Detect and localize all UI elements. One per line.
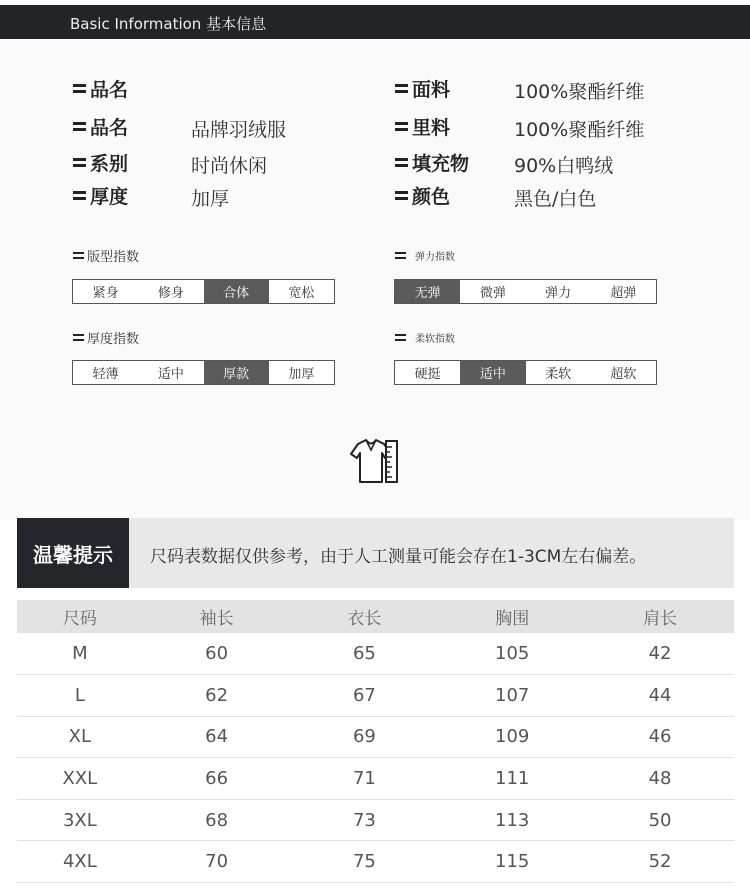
notice-text: 尺码表数据仅供参考，由于人工测量可能会存在1-3CM左右偏差。 <box>150 547 647 567</box>
info-label: 里料 <box>412 116 451 139</box>
column-header: 尺码 <box>17 600 143 633</box>
table-cell: 65 <box>291 633 439 675</box>
column-header: 胸围 <box>438 600 586 633</box>
softness-option: 适中 <box>460 361 525 384</box>
table-cell: L <box>17 675 143 717</box>
table-cell: 48 <box>586 758 734 800</box>
table-row <box>17 758 734 800</box>
table-cell: 66 <box>143 758 291 800</box>
table-cell: 71 <box>291 758 439 800</box>
info-label: 品名 <box>90 116 129 139</box>
table-cell: 111 <box>438 758 586 800</box>
fit-index-title <box>73 246 139 265</box>
info-value: 100%聚酯纤维 <box>514 119 645 141</box>
equals-icon <box>73 251 84 260</box>
info-label: 颜色 <box>412 185 451 208</box>
table-row <box>17 716 734 758</box>
table-cell: 62 <box>143 675 291 717</box>
info-label: 填充物 <box>412 152 470 175</box>
equals-icon <box>73 190 86 201</box>
info-value: 时尚休闲 <box>191 155 268 177</box>
notice-label: 温馨提示 <box>17 518 129 588</box>
fit-option: 修身 <box>157 286 184 301</box>
table-cell: M <box>17 633 143 675</box>
equals-icon <box>73 83 86 94</box>
thickness-option: 加厚 <box>288 367 315 382</box>
info-label: 品名 <box>90 78 129 101</box>
info-item-fabric <box>395 74 450 102</box>
elasticity-index-title <box>395 248 455 263</box>
elasticity-option: 超弹 <box>610 286 637 301</box>
equals-icon <box>73 333 84 342</box>
info-label: 厚度 <box>90 185 129 208</box>
softness-option: 超软 <box>610 367 637 382</box>
equals-icon <box>395 121 408 132</box>
table-header-row <box>17 600 734 633</box>
info-value: 黑色/白色 <box>514 188 597 210</box>
info-label: 面料 <box>412 78 451 101</box>
table-cell: 107 <box>438 675 586 717</box>
table-cell: 4XL <box>17 841 143 883</box>
table-cell: 113 <box>438 799 586 841</box>
elasticity-option: 微弹 <box>479 286 506 301</box>
table-cell: 3XL <box>17 799 143 841</box>
elasticity-index-label: 弹力指数 <box>415 252 455 263</box>
info-label: 系别 <box>90 152 129 175</box>
info-item-name-2 <box>73 112 128 140</box>
table-cell: 67 <box>291 675 439 717</box>
info-value: 加厚 <box>191 188 230 210</box>
table-cell: 73 <box>291 799 439 841</box>
elasticity-option: 弹力 <box>545 286 572 301</box>
table-cell: 68 <box>143 799 291 841</box>
table-cell: 64 <box>143 716 291 758</box>
elasticity-option: 无弹 <box>395 280 460 303</box>
table-cell: 105 <box>438 633 586 675</box>
table-cell: 109 <box>438 716 586 758</box>
equals-icon <box>73 121 86 132</box>
header-bar <box>0 5 750 39</box>
softness-index-title <box>395 330 455 345</box>
thickness-index-bar <box>72 360 335 385</box>
equals-icon <box>395 83 408 94</box>
softness-option: 硬挺 <box>414 367 441 382</box>
table-cell: 75 <box>291 841 439 883</box>
table-cell: 70 <box>143 841 291 883</box>
table-cell: 50 <box>586 799 734 841</box>
equals-icon <box>395 251 406 260</box>
info-value: 100%聚酯纤维 <box>514 81 645 103</box>
table-cell: 115 <box>438 841 586 883</box>
info-item-color <box>395 181 450 209</box>
thickness-index-title <box>73 328 139 347</box>
elasticity-index-bar <box>394 279 657 304</box>
info-item-lining <box>395 112 450 140</box>
size-notice <box>17 518 734 588</box>
column-header: 袖长 <box>143 600 291 633</box>
fit-option: 合体 <box>204 280 269 303</box>
fit-index-label: 版型指数 <box>87 250 140 265</box>
column-header: 衣长 <box>291 600 439 633</box>
softness-index-bar <box>394 360 657 385</box>
table-row <box>17 841 734 883</box>
table-cell: 44 <box>586 675 734 717</box>
softness-index-label: 柔软指数 <box>415 334 455 345</box>
header-title: Basic Information 基本信息 <box>70 15 267 33</box>
shirt-ruler-icon <box>344 438 402 486</box>
equals-icon <box>395 157 408 168</box>
thickness-option: 适中 <box>157 367 184 382</box>
softness-option: 柔软 <box>545 367 572 382</box>
table-cell: 60 <box>143 633 291 675</box>
table-row <box>17 675 734 717</box>
info-item-thickness <box>73 181 128 209</box>
info-item-name-1 <box>73 74 128 102</box>
equals-icon <box>395 333 406 342</box>
column-header: 肩长 <box>586 600 734 633</box>
table-cell: 52 <box>586 841 734 883</box>
equals-icon <box>73 157 86 168</box>
thickness-option: 轻薄 <box>92 367 119 382</box>
info-value: 品牌羽绒服 <box>191 119 287 141</box>
table-row <box>17 799 734 841</box>
fit-option: 紧身 <box>92 286 119 301</box>
info-value: 90%白鸭绒 <box>514 155 614 177</box>
fit-option: 宽松 <box>288 286 315 301</box>
info-item-filling <box>395 148 469 176</box>
thickness-option: 厚款 <box>204 361 269 384</box>
thickness-index-label: 厚度指数 <box>87 332 140 347</box>
table-cell: XL <box>17 716 143 758</box>
table-cell: XXL <box>17 758 143 800</box>
table-cell: 69 <box>291 716 439 758</box>
fit-index-bar <box>72 279 335 304</box>
size-table <box>17 600 734 883</box>
table-cell: 42 <box>586 633 734 675</box>
table-row <box>17 633 734 675</box>
equals-icon <box>395 190 408 201</box>
table-cell: 46 <box>586 716 734 758</box>
info-item-series <box>73 148 128 176</box>
